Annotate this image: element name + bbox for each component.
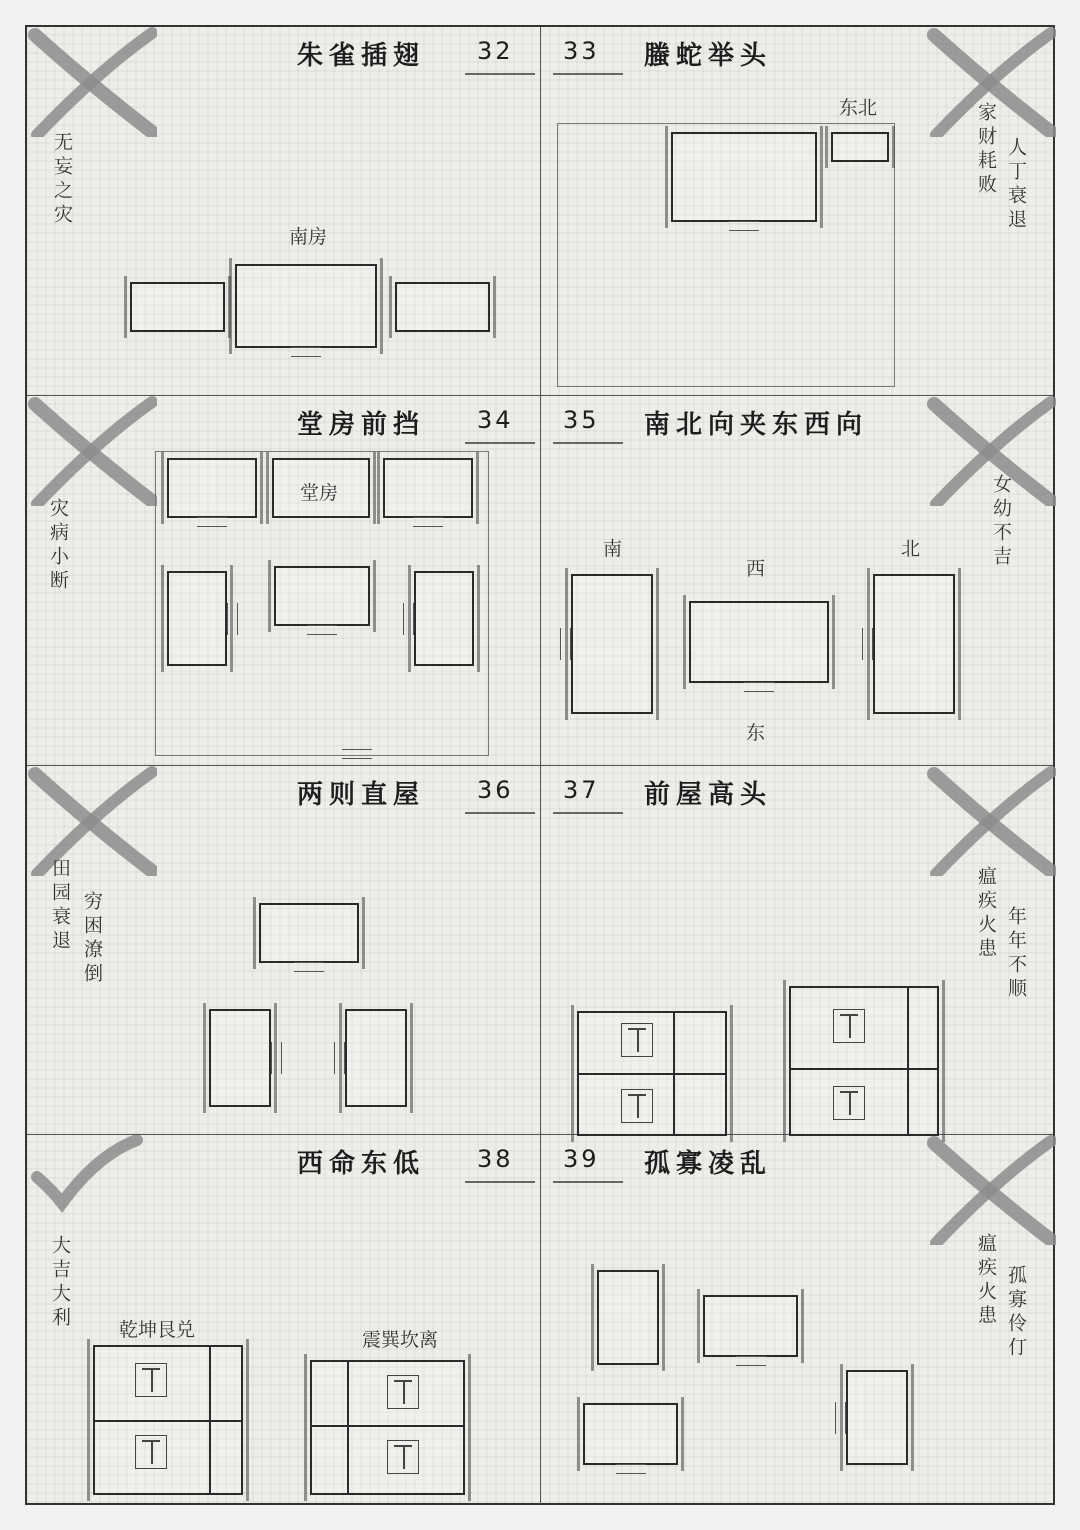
wall-divider [347,1360,349,1495]
house-block [235,264,377,348]
wall-divider [907,986,909,1136]
house-block [259,903,359,963]
panel-37 [541,766,1055,1135]
verdict-text: 瘟疾火患 [975,1233,997,1329]
verdict-text: 女幼不吉 [990,474,1012,570]
gate [342,749,372,759]
panel-39 [541,1135,1055,1504]
window-icon [135,1363,167,1397]
panel-34 [27,396,541,765]
window-icon [833,1009,865,1043]
house-block [583,1403,678,1465]
wall-divider [209,1345,211,1495]
house-block [831,132,889,162]
house-block [274,566,370,626]
verdict-text: 年年不顺 [1005,906,1027,1002]
panel-title: 孤寡凌乱 [644,1149,773,1179]
house-block [703,1295,798,1357]
wall-divider [673,1011,675,1136]
verdict-text: 穷困潦倒 [81,891,103,987]
panel-number: 35 [563,406,600,434]
window-icon [135,1435,167,1469]
panel-number: 37 [563,776,600,804]
verdict-text: 人丁衰退 [1005,137,1027,233]
house-label: 东北 [839,97,878,119]
number-underline [553,73,623,75]
house-block [383,458,473,518]
house-block [414,571,474,666]
house-block [597,1270,659,1365]
window-icon [387,1375,419,1409]
group-label: 乾坤艮兑 [119,1319,196,1341]
verdict-text: 大吉大利 [49,1235,71,1331]
house-block [130,282,225,332]
house-label: 堂房 [300,482,339,504]
floor-divider [93,1420,243,1422]
verdict-text: 瘟疾火患 [975,866,997,962]
number-underline [553,442,623,444]
group-label: 震巽坎离 [362,1329,439,1351]
panel-number: 34 [477,406,514,434]
floor-divider [789,1068,939,1070]
panel-title: 堂房前挡 [297,410,426,440]
number-underline [553,1181,623,1183]
panel-35 [541,396,1055,765]
panel-33 [541,27,1055,396]
house-block [167,571,227,666]
panel-title: 两则直屋 [297,780,426,810]
panel-number: 33 [563,37,600,65]
panel-title: 西命东低 [297,1149,426,1179]
house-block [846,1370,908,1465]
verdict-text: 家财耗败 [975,102,997,198]
verdict-text: 田园衰退 [49,858,71,954]
house-block [209,1009,271,1107]
verdict-text: 灾病小断 [47,498,69,594]
house-block [873,574,955,714]
diagram-sheet [25,25,1055,1505]
cross-icon [926,1135,1056,1245]
panel-32 [27,27,541,396]
direction-label: 东 [746,722,766,744]
direction-label: 北 [901,538,921,560]
panel-36 [27,766,541,1135]
panel-number: 38 [477,1145,514,1173]
floor-divider [310,1425,465,1427]
panel-number: 36 [477,776,514,804]
window-icon [621,1023,653,1057]
window-icon [387,1440,419,1474]
panel-title: 南北向夹东西向 [644,410,869,440]
panel-title: 前屋高头 [644,780,773,810]
verdict-text: 无妄之灾 [51,132,73,228]
number-underline [465,73,535,75]
number-underline [465,442,535,444]
check-icon [27,1135,157,1245]
house-block [345,1009,407,1107]
verdict-text: 孤寡伶仃 [1005,1265,1027,1361]
panel-title: 朱雀插翅 [297,41,426,71]
direction-label: 南 [603,538,623,560]
house-block [571,574,653,714]
house-block [167,458,257,518]
panel-title: 螣蛇举头 [644,41,773,71]
house-block [395,282,490,332]
window-icon [621,1089,653,1123]
cross-icon [926,766,1056,876]
house-block [671,132,817,222]
panel-38 [27,1135,541,1504]
number-underline [465,812,535,814]
cross-icon [27,396,157,506]
house-label: 南房 [289,226,328,248]
panel-number: 32 [477,37,514,65]
panel-number: 39 [563,1145,600,1173]
number-underline [553,812,623,814]
cross-icon [27,27,157,137]
window-icon [833,1086,865,1120]
number-underline [465,1181,535,1183]
direction-label: 西 [746,558,766,580]
house-block [689,601,829,683]
floor-divider [577,1073,727,1075]
